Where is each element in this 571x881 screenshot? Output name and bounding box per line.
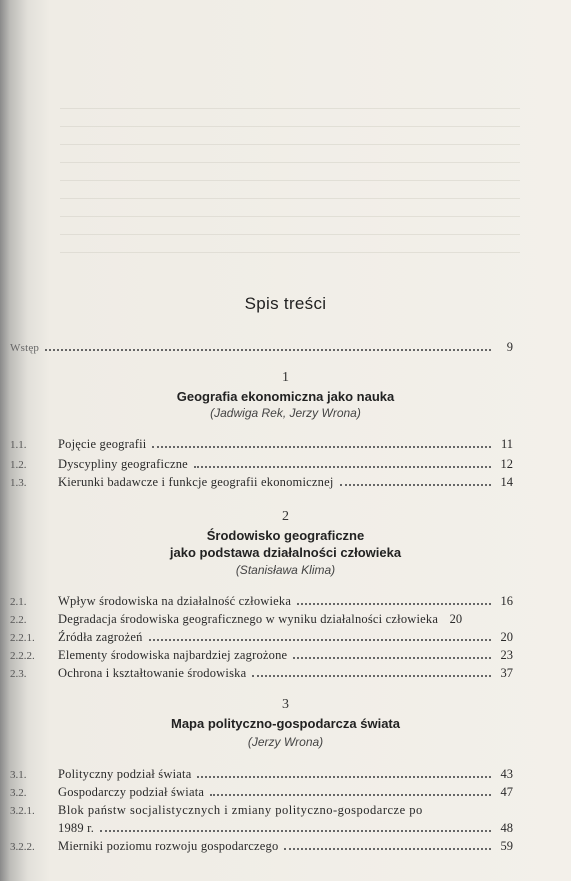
- toc-page-number: 23: [500, 648, 513, 662]
- section-number: 2.2.1.: [10, 632, 35, 644]
- bleed-through-line: [60, 234, 520, 235]
- dot-leader: [293, 647, 491, 659]
- section-number: 2.3.: [10, 668, 27, 680]
- toc-page-number: 20: [500, 630, 513, 644]
- bleed-through-line: [60, 144, 520, 145]
- toc-entry[interactable]: [10, 784, 513, 800]
- toc-entry[interactable]: [10, 766, 513, 782]
- section-title: Gospodarczy podział świata: [58, 785, 205, 799]
- toc-entry[interactable]: [10, 629, 513, 645]
- toc-page-number: 43: [500, 767, 513, 781]
- toc-entry[interactable]: [10, 456, 513, 472]
- chapter-title: Geografia ekonomiczna jako nauka: [176, 389, 395, 404]
- section-title: Kierunki badawcze i funkcje geografii ekonomicznej: [58, 475, 334, 489]
- section-title: Pojęcie geografii: [58, 437, 147, 451]
- section-title: Ochrona i kształtowanie środowiska: [58, 666, 247, 680]
- section-number: 3.2.2.: [10, 841, 35, 853]
- dot-leader: [297, 593, 491, 605]
- section-title: Dyscypliny geograficzne: [58, 457, 188, 471]
- toc-page-number: 59: [500, 839, 513, 853]
- bleed-through-line: [60, 216, 520, 217]
- section-title: Źródła zagrożeń: [58, 630, 143, 644]
- toc-entry[interactable]: [10, 611, 513, 627]
- toc-page-number: 20: [449, 612, 463, 626]
- chapter-authors: (Jerzy Wrona): [247, 735, 324, 749]
- page-title: Spis treści: [244, 294, 327, 313]
- section-number: 3.1.: [10, 769, 27, 781]
- section-title: Polityczny podział świata: [58, 767, 192, 781]
- section-number: 2.2.2.: [10, 650, 35, 662]
- dot-leader: [284, 838, 491, 850]
- chapter-title: Mapa polityczno-gospodarcza świata: [171, 716, 400, 731]
- chapter-title: Środowisko geograficzne: [206, 528, 365, 543]
- dot-leader: [100, 820, 491, 832]
- chapter-number: 2: [282, 509, 289, 524]
- dot-leader: [210, 784, 491, 796]
- section-number: 2.1.: [10, 596, 27, 608]
- toc-page-number: 48: [500, 821, 513, 835]
- toc-entry[interactable]: [10, 474, 513, 490]
- toc-page-number: 37: [500, 666, 513, 680]
- bleed-through-line: [60, 198, 520, 199]
- toc-entry[interactable]: [10, 802, 513, 818]
- section-number: 1.1.: [10, 439, 27, 451]
- section-number: 1.2.: [10, 459, 27, 471]
- chapter-authors: (Stanisława Klima): [235, 563, 336, 577]
- section-number: 2.2.: [10, 614, 27, 626]
- section-number: 3.2.1.: [10, 805, 35, 817]
- chapter-title-line-2: jako podstawa działalności człowieka: [169, 545, 402, 560]
- dot-leader: [45, 339, 491, 351]
- section-title: Blok państw socjalistycznych i zmiany polityczno-gospodarcze po: [58, 803, 423, 817]
- section-title: Wpływ środowiska na działalność człowieka: [58, 594, 292, 608]
- chapter-authors: (Jadwiga Rek, Jerzy Wrona): [210, 406, 361, 420]
- toc-page-number: 12: [500, 457, 513, 471]
- section-title: 1989 r.: [58, 821, 95, 835]
- toc-page-number: 11: [500, 437, 513, 451]
- section-title: Mierniki poziomu rozwoju gospodarczego: [58, 839, 279, 853]
- bleed-through-line: [60, 162, 520, 163]
- dot-leader: [152, 436, 491, 448]
- toc-entry[interactable]: [10, 647, 513, 663]
- toc-entry-continuation[interactable]: [10, 820, 513, 836]
- dot-leader: [194, 456, 491, 468]
- section-title: Degradacja środowiska geograficznego w wyniku działalności człowieka: [58, 612, 439, 626]
- toc-page-number: 16: [500, 594, 513, 608]
- dot-leader: [340, 474, 491, 486]
- section-title: Elementy środowiska najbardziej zagrożone: [58, 648, 288, 662]
- bleed-through-line: [60, 180, 520, 181]
- toc-entry-label: Wstęp: [10, 342, 40, 354]
- toc-page-number: 47: [500, 785, 513, 799]
- bleed-through-line: [60, 108, 520, 109]
- toc-entry[interactable]: [10, 436, 513, 452]
- toc-entry-intro[interactable]: [10, 339, 513, 355]
- bleed-through-line: [60, 252, 520, 253]
- dot-leader: [149, 629, 491, 641]
- chapter-number: 3: [282, 697, 289, 712]
- section-number: 1.3.: [10, 477, 27, 489]
- chapter-number: 1: [282, 370, 289, 385]
- bleed-through-line: [60, 126, 520, 127]
- dot-leader: [252, 665, 491, 677]
- section-number: 3.2.: [10, 787, 27, 799]
- toc-entry[interactable]: [10, 665, 513, 681]
- dot-leader: [197, 766, 491, 778]
- toc-entry[interactable]: [10, 838, 513, 854]
- toc-page-number: 14: [500, 475, 513, 489]
- toc-entry[interactable]: [10, 593, 513, 609]
- toc-page-number: 9: [506, 340, 513, 354]
